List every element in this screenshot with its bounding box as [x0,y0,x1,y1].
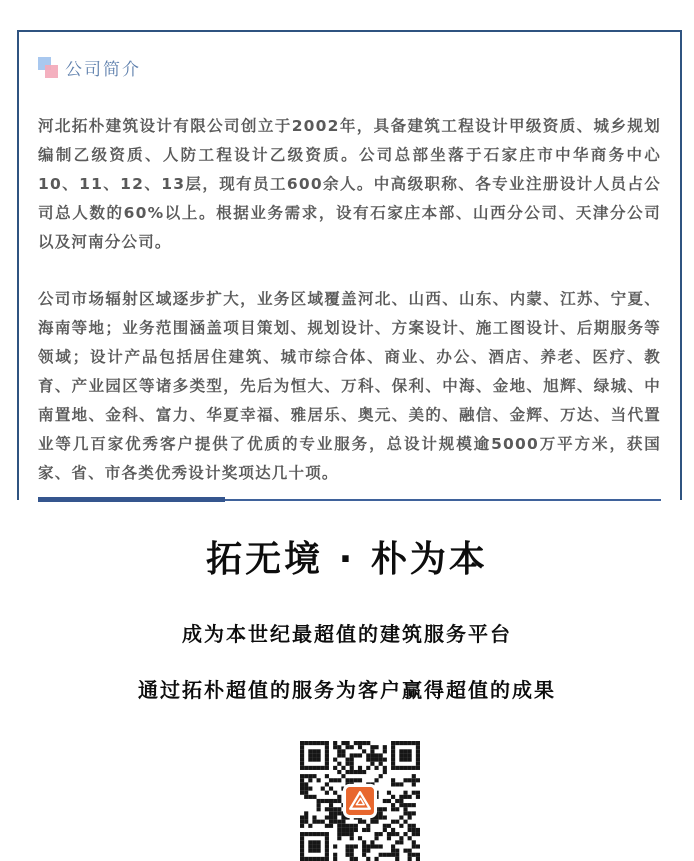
slogan-section [0,531,694,861]
page [0,30,694,861]
intro-paragraph-2: 公司市场辐射区域逐步扩大，业务区域覆盖河北、山西、山东、内蒙、江苏、宁夏、海南等地；业务范围涵盖项目策划、规划设计、方案设计、施工图设计、后期服务等领域；设计产品包括居住建筑、城市综合体、商业、办公、酒店、养老、医疗、教育、产业园区等诸多类型，先后为恒大、万科、保利、中海、金地、旭辉、绿城、中南置地、金科、富力、华夏幸福、雅居乐、奥元、美的、融信、金辉、万达、当代置业等几百家优秀客户提供了优质的专业服务，总设计规模逾5000万平方米，获国家、省、市各类优秀设计奖项达几十项。 [38,290,661,482]
qrcode-image [300,741,420,861]
overlap-squares-icon [38,57,58,78]
slogan-title: 拓无境 · 朴为本 [206,539,488,580]
section-title: 公司简介 [65,60,141,80]
section-header [38,55,661,80]
wechat-qrcode [300,741,420,861]
slogan-subtitle-2: 通过拓朴超值的服务为客户赢得超值的成果 [138,678,556,702]
intro-paragraph-1: 河北拓朴建筑设计有限公司创立于2002年，具备建筑工程设计甲级资质、城乡规划编制乙级资质、人防工程设计乙级资质。公司总部坐落于石家庄市中华商务中心10、11、12、13层，现有员工600余人。中高级职称、各专业注册设计人员占公司总人数的60%以上。根据业务需求，设有石家庄本部、山西分公司、天津分公司以及河南分公司。 [38,117,661,251]
icon-square-pink [45,65,58,78]
divider-thick-bar [38,497,225,502]
company-intro-card [17,30,682,500]
slogan-subtitle-1: 成为本世纪最超值的建筑服务平台 [182,622,512,646]
bottom-accent-divider [38,497,661,502]
